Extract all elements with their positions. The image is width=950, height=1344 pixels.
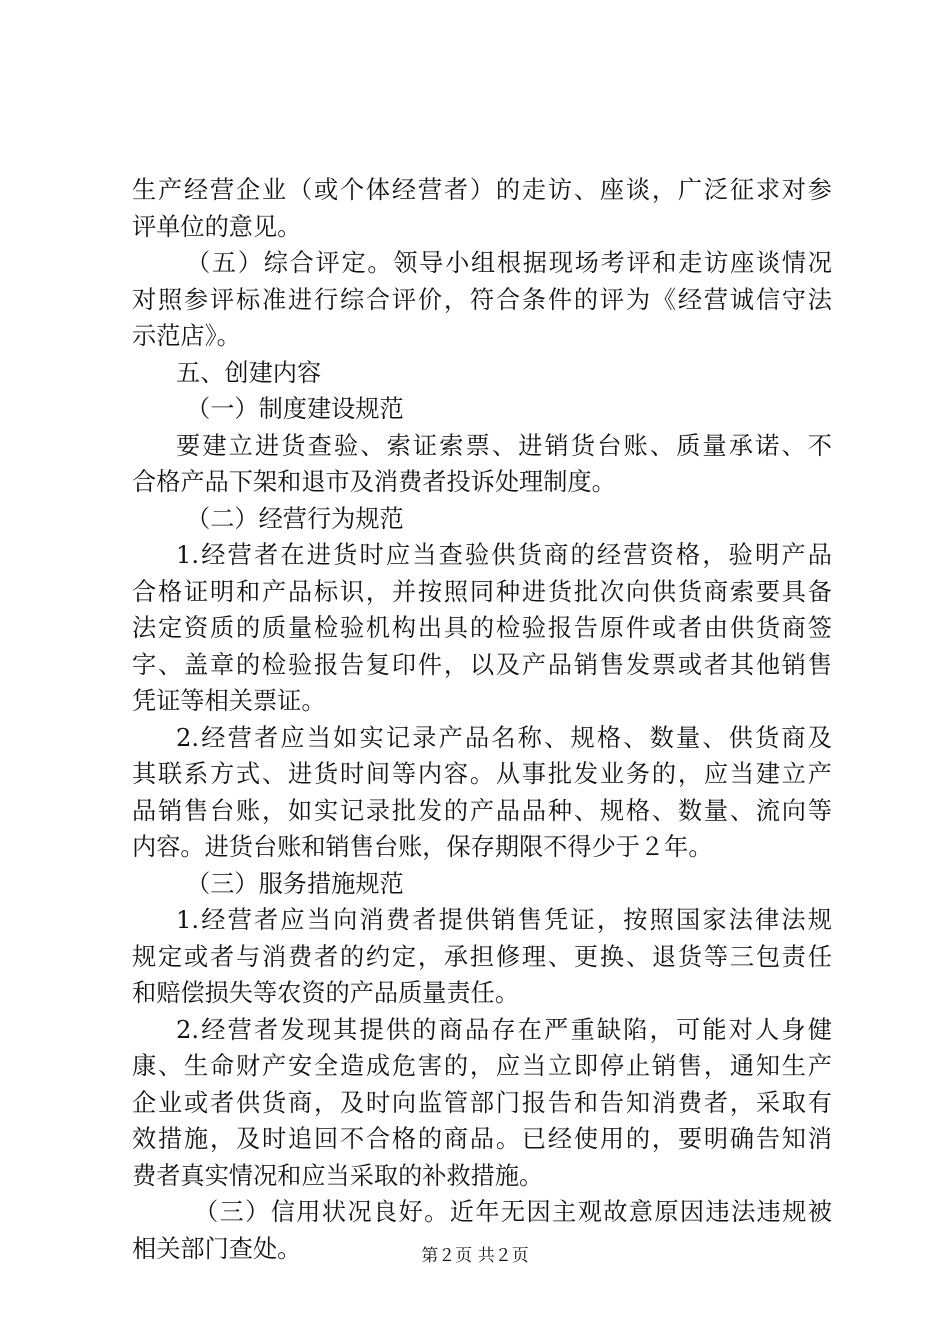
text-line: （五）综合评定。领导小组根据现场考评和走访座谈情况 xyxy=(186,249,832,277)
text-line: 要建立进货查验、索证索票、进销货台账、质量承诺、不 xyxy=(176,431,832,460)
text-line: 凭证等相关票证。 xyxy=(132,687,326,715)
text-line: （三）信用状况良好。近年无因主观故意原因违法违规被 xyxy=(194,1198,832,1226)
section-heading: 五、创建内容 xyxy=(176,358,322,387)
text-line: 费者真实情况和应当采取的补救措施。 xyxy=(132,1161,544,1190)
text-line: 和赔偿损失等农资的产品质量责任。 xyxy=(132,979,520,1007)
text-line: 2.经营者应当如实记录产品名称、规格、数量、供货商及 xyxy=(176,723,832,752)
text-line: 1.经营者在进货时应当查验供货商的经营资格，验明产品 xyxy=(176,541,832,569)
text-line: 1.经营者应当向消费者提供销售凭证，按照国家法律法规 xyxy=(176,906,832,934)
text-line: 合格产品下架和退市及消费者投诉处理制度。 xyxy=(132,468,616,496)
document-body xyxy=(132,172,832,1267)
text-line: 2.经营者发现其提供的商品存在严重缺陷，可能对人身健 xyxy=(176,1015,832,1044)
text-line: 对照参评标准进行综合评价，符合条件的评为《经营诚信守法 xyxy=(132,285,832,314)
text-line: 评单位的意见。 xyxy=(132,212,302,241)
text-line: 康、生命财产安全造成危害的，应当立即停止销售，通知生产 xyxy=(132,1052,832,1080)
subsection-heading: （二）经营行为规范 xyxy=(186,504,404,533)
subsection-heading: （一）制度建设规范 xyxy=(186,395,404,423)
text-line: 相关部门查处。 xyxy=(132,1234,302,1263)
text-line: 规定或者与消费者的约定，承担修理、更换、退货等三包责任 xyxy=(132,942,832,971)
text-line: 内容。进货台账和销售台账，保存期限不得少于２年。 xyxy=(132,833,713,861)
text-line: 合格证明和产品标识，并按照同种进货批次向供货商索要具备 xyxy=(132,577,832,606)
page-number-footer: 第２页 共２页 xyxy=(421,1246,529,1266)
text-line: 字、盖章的检验报告复印件，以及产品销售发票或者其他销售 xyxy=(132,650,832,679)
text-line: 示范店》。 xyxy=(132,322,241,350)
text-line: 效措施，及时追回不合格的商品。已经使用的，要明确告知消 xyxy=(132,1125,832,1153)
text-line: 品销售台账，如实记录批发的产品品种、规格、数量、流向等 xyxy=(132,796,832,825)
text-line: 法定资质的质量检验机构出具的检验报告原件或者由供货商签 xyxy=(132,614,832,642)
text-line: 生产经营企业（或个体经营者）的走访、座谈，广泛征求对参 xyxy=(132,176,832,204)
subsection-heading: （三）服务措施规范 xyxy=(186,869,404,898)
text-line: 其联系方式、进货时间等内容。从事批发业务的，应当建立产 xyxy=(132,760,832,788)
text-line: 企业或者供货商，及时向监管部门报告和告知消费者，采取有 xyxy=(132,1088,832,1117)
